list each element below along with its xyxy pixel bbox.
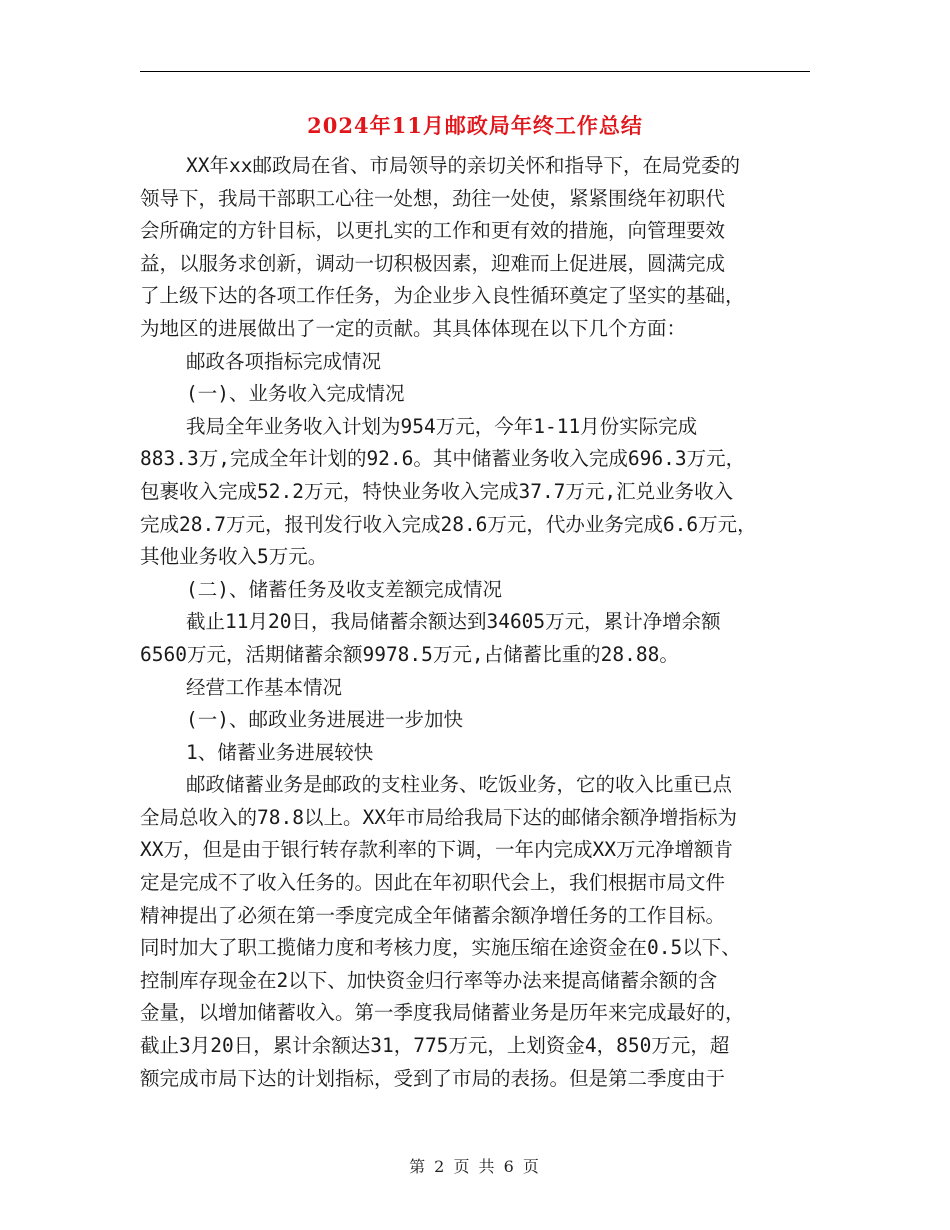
text-line: 领导下，我局干部职工心往一处想，劲往一处使，紧紧围绕年初职代 [140, 186, 726, 210]
text-line: 截止3月20日，累计余额达31，775万元，上划资金4，850万元，超 [140, 1034, 730, 1058]
text-line: 为地区的进展做出了一定的贡献。其具体体现在以下几个方面： [140, 316, 687, 340]
text-line: XX万，但是由于银行转存款利率的下调，一年内完成XX万元净增额肯 [140, 838, 733, 862]
text-line: 经营工作基本情况 [186, 675, 343, 699]
text-line: (一)、邮政业务进展进一步加快 [186, 708, 463, 732]
text-line: 定是完成不了收入任务的。因此在年初职代会上，我们根据市局文件 [140, 871, 726, 895]
text-line: (二)、储蓄任务及收支差额完成情况 [186, 577, 502, 601]
text-line: 6560万元，活期储蓄余额9978.5万元,占储蓄比重的28.88。 [140, 642, 679, 666]
text-line: 精神提出了必须在第一季度完成全年储蓄余额净增任务的工作目标。 [140, 903, 726, 927]
header-rule [140, 71, 810, 72]
text-line: 883.3万,完成全年计划的92.6。其中储蓄业务收入完成696.3万元， [140, 447, 746, 471]
text-line: XX年xx邮政局在省、市局领导的亲切关怀和指导下，在局党委的 [186, 154, 740, 177]
text-line: 益，以服务求创新，调动一切积极因素，迎难而上促进展，圆满完成 [140, 251, 726, 275]
text-line: 截止11月20日，我局储蓄余额达到34605万元，累计净增余额 [186, 610, 721, 634]
document-body [140, 150, 830, 1095]
text-line: 额完成市局下达的计划指标，受到了市局的表扬。但是第二季度由于 [140, 1066, 726, 1090]
text-line: (一)、业务收入完成情况 [186, 382, 405, 406]
text-line: 了上级下达的各项工作任务，为企业步入良性循环奠定了坚实的基础， [140, 284, 745, 308]
text-line: 其他业务收入5万元。 [140, 545, 328, 569]
text-line: 会所确定的方针目标，以更扎实的工作和更有效的措施，向管理要效 [140, 219, 726, 243]
text-line: 1、储蓄业务进展较快 [186, 740, 374, 764]
text-line: 控制库存现金在2以下、加快资金归行率等办法来提高储蓄余额的含 [140, 968, 718, 992]
text-line: 邮政各项指标完成情况 [186, 349, 382, 373]
document-title: 2024年11月邮政局年终工作总结 [307, 113, 643, 138]
page-footer: 第 2 页 共 6 页 [409, 1157, 541, 1176]
text-line: 同时加大了职工揽储力度和考核力度，实施压缩在途资金在0.5以下、 [140, 936, 741, 960]
text-line: 邮政储蓄业务是邮政的支柱业务、吃饭业务，它的收入比重已点 [186, 773, 733, 797]
text-line: 包裹收入完成52.2万元，特快业务收入完成37.7万元,汇兑业务收入 [140, 479, 734, 503]
text-line: 完成28.7万元，报刊发行收入完成28.6万元，代办业务完成6.6万元， [140, 512, 757, 536]
text-line: 我局全年业务收入计划为954万元，今年1-11月份实际完成 [186, 414, 698, 438]
text-line: 全局总收入的78.8以上。XX年市局给我局下达的邮储余额净增指标为 [140, 805, 737, 829]
text-line: 金量，以增加储蓄收入。第一季度我局储蓄业务是历年来完成最好的， [140, 1001, 745, 1025]
